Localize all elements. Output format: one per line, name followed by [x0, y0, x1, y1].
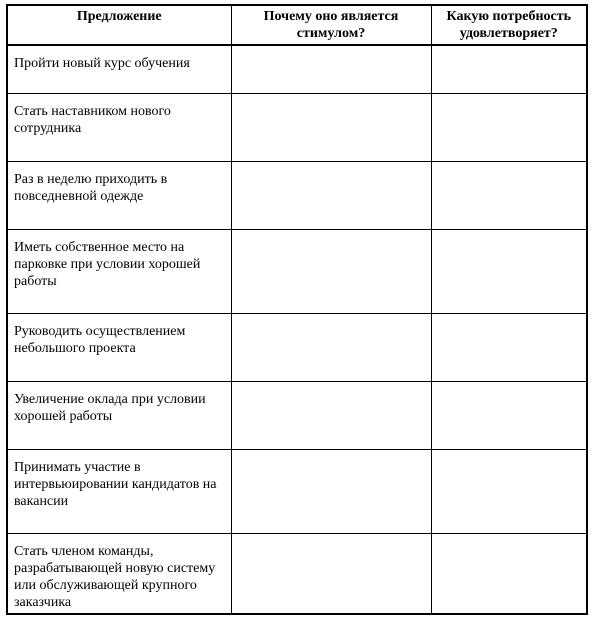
table-row: [7, 449, 587, 533]
table-row: [7, 93, 587, 161]
need-satisfied-cell[interactable]: [431, 381, 587, 449]
why-stimulus-cell[interactable]: [231, 45, 431, 93]
why-stimulus-cell[interactable]: [231, 533, 431, 614]
table-row: [7, 533, 587, 614]
column-header-need-satisfied: Какую потребность удовлетворяет?: [431, 5, 587, 45]
why-stimulus-cell[interactable]: [231, 313, 431, 381]
table-row: [7, 45, 587, 93]
why-stimulus-cell[interactable]: [231, 229, 431, 313]
proposal-cell: Раз в неделю приходить в повседневной одежде: [7, 161, 231, 229]
why-stimulus-cell[interactable]: [231, 161, 431, 229]
need-satisfied-cell[interactable]: [431, 229, 587, 313]
column-header-why-stimulus: Почему оно является стимулом?: [231, 5, 431, 45]
table-row: [7, 229, 587, 313]
proposal-cell: Стать наставником нового сотрудника: [7, 93, 231, 161]
table-row: [7, 161, 587, 229]
motivation-worksheet-table: [6, 4, 588, 615]
why-stimulus-cell[interactable]: [231, 381, 431, 449]
proposal-cell: Руководить осуществлением небольшого проекта: [7, 313, 231, 381]
need-satisfied-cell[interactable]: [431, 533, 587, 614]
proposal-cell: Иметь собственное место на парковке при условии хорошей работы: [7, 229, 231, 313]
column-header-proposal: Предложение: [7, 5, 231, 45]
need-satisfied-cell[interactable]: [431, 449, 587, 533]
need-satisfied-cell[interactable]: [431, 45, 587, 93]
why-stimulus-cell[interactable]: [231, 93, 431, 161]
need-satisfied-cell[interactable]: [431, 313, 587, 381]
proposal-cell: Принимать участие в интервьюировании кандидатов на вакансии: [7, 449, 231, 533]
need-satisfied-cell[interactable]: [431, 93, 587, 161]
table-row: [7, 381, 587, 449]
why-stimulus-cell[interactable]: [231, 449, 431, 533]
proposal-cell: Пройти новый курс обучения: [7, 45, 231, 93]
proposal-cell: Стать членом команды, разрабатывающей новую систему или обслуживающей крупного заказчика: [7, 533, 231, 614]
table-row: [7, 313, 587, 381]
table-header-row: [7, 5, 587, 45]
proposal-cell: Увеличение оклада при условии хорошей работы: [7, 381, 231, 449]
need-satisfied-cell[interactable]: [431, 161, 587, 229]
